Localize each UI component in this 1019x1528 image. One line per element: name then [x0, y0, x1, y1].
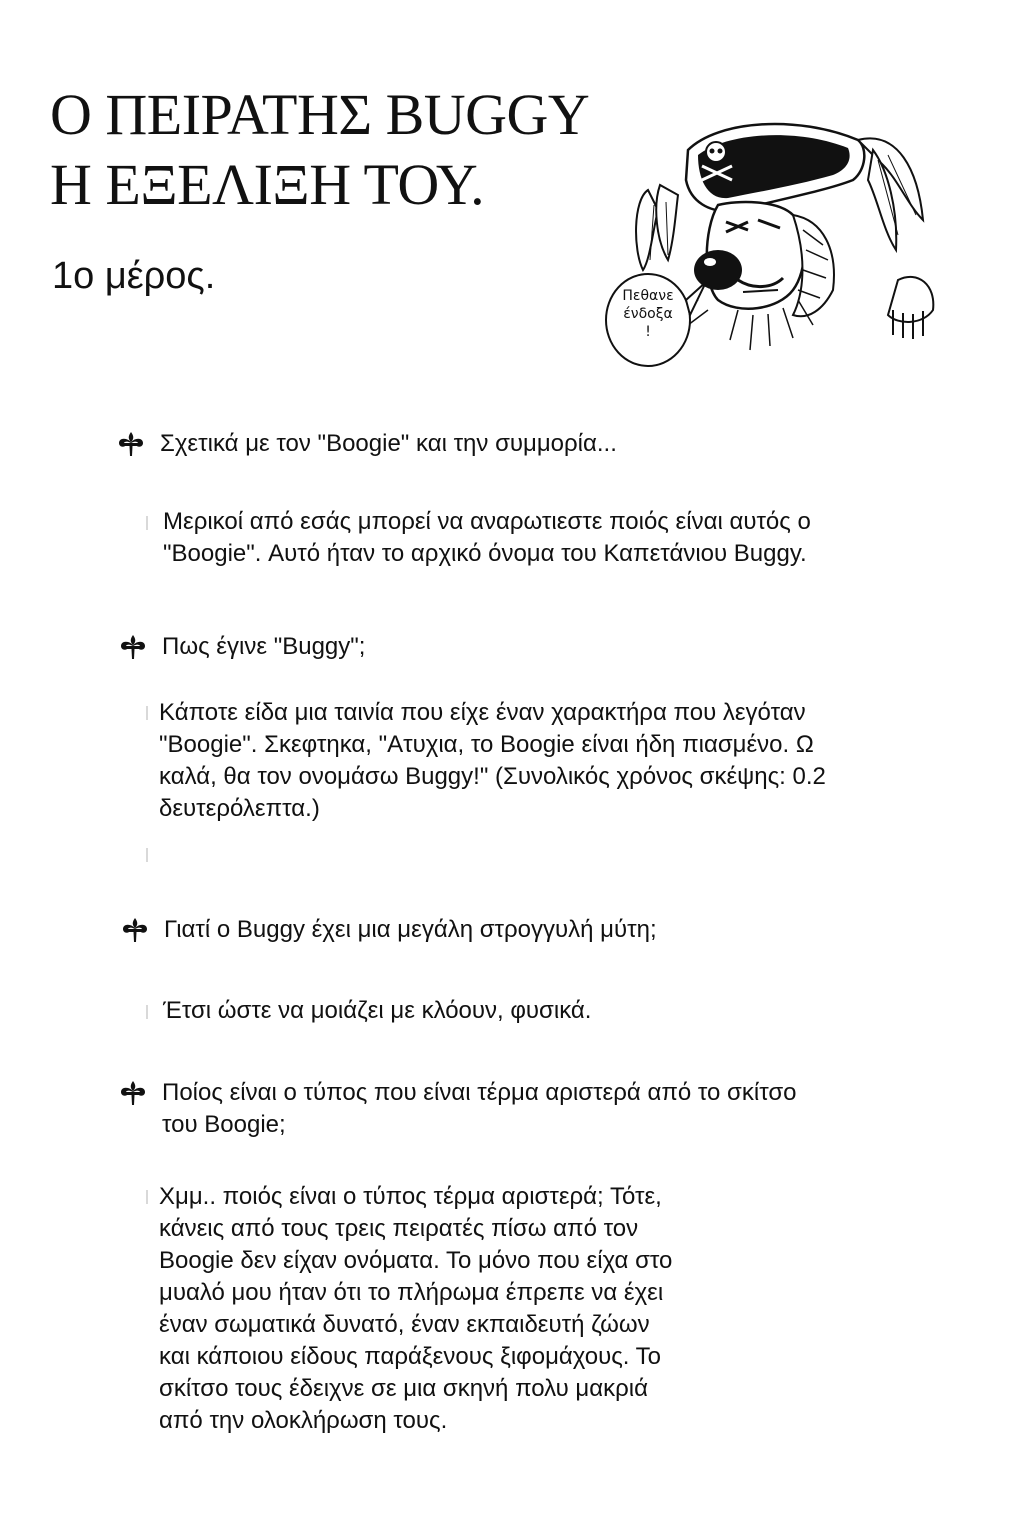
buggy-sketch-illustration — [598, 110, 938, 370]
question-1-text: Σχετικά με τον "Boogie" και την συμμορία... — [160, 430, 617, 457]
answer-2-line-3: καλά, θα τον ονομάσω Buggy!" (Συνολικός χρόνος σκέψης: 0.2 — [159, 763, 826, 790]
answer-4-line-4: μυαλό μου ήταν ότι το πλήρωμα έπρεπε να έχει — [159, 1279, 664, 1306]
page-subtitle: 1ο μέρος. — [52, 255, 216, 297]
answer-2-line-4: δευτερόλεπτα.) — [159, 795, 320, 822]
question-4-text — [162, 1077, 797, 1141]
divider-mark — [146, 516, 148, 530]
answer-1-line-2: "Boogie". Αυτό ήταν το αρχικό όνομα του Καπετάνιου Buggy. — [163, 540, 807, 567]
answer-3 — [163, 995, 591, 1027]
answer-2-line-1: Κάποτε είδα μια ταινία που είχε έναν χαρακτήρα που λεγόταν — [159, 699, 806, 726]
answer-4-line-3: Boogie δεν είχαν ονόματα. Το μόνο που είχα στο — [159, 1247, 673, 1274]
answer-4-line-1: Χμμ.. ποιός είναι ο τύπος τέρμα αριστερά; Τότε, — [159, 1183, 662, 1210]
fleur-de-lis-icon — [118, 1079, 148, 1107]
fleur-de-lis-icon — [120, 916, 150, 944]
divider-mark — [146, 848, 148, 862]
answer-4-line-2: κάνεις από τους τρεις πειρατές πίσω από τον — [159, 1215, 639, 1242]
question-2-text: Πως έγινε "Buggy"; — [162, 633, 366, 660]
answer-4-line-5: έναν σωματικά δυνατό, έναν εκπαιδευτή ζώων — [159, 1311, 650, 1338]
title-line-1: Ο ΠΕΙΡΑΤΗΣ BUGGY — [50, 82, 590, 147]
question-4-line-2: του Boogie; — [162, 1111, 286, 1138]
question-3-text: Γιατί ο Buggy έχει μια μεγάλη στρογγυλή μύτη; — [164, 916, 657, 943]
fleur-de-lis-icon — [118, 633, 148, 661]
answer-2 — [159, 697, 826, 825]
answer-2-line-2: "Boogie". Σκεφτηκα, "Ατυχια, το Boogie είναι ήδη πιασμένο. Ω — [159, 731, 814, 758]
answer-4-line-7: σκίτσο τους έδειχνε σε μια σκηνή πολυ μακριά — [159, 1375, 648, 1402]
divider-mark — [146, 1005, 148, 1019]
speech-bubble-line-3: ! — [645, 324, 651, 340]
answer-1-line-1: Μερικοί από εσάς μπορεί να αναρωτιεστε ποιός είναι αυτός ο — [163, 508, 811, 535]
speech-bubble-line-2: ένδοξα — [623, 306, 673, 322]
answer-1 — [163, 506, 811, 570]
answer-4-line-6: και κάποιου είδους παράξενους ξιφομάχους. Το — [159, 1343, 662, 1370]
divider-mark — [146, 1190, 148, 1204]
answer-4-line-8: από την ολοκλήρωση τους. — [159, 1407, 448, 1434]
title-line-2: Η ΕΞΕΛΙΞΗ ΤΟΥ. — [50, 152, 485, 217]
page-title — [50, 80, 589, 220]
fleur-de-lis-icon — [116, 430, 146, 458]
question-4-line-1: Ποίος είναι ο τύπος που είναι τέρμα αριστερά από το σκίτσο — [162, 1079, 797, 1106]
divider-mark — [146, 706, 148, 720]
answer-3-line-1: Έτσι ώστε να μοιάζει με κλόουν, φυσικά. — [163, 997, 592, 1024]
speech-bubble-line-1: Πεθανε — [622, 288, 674, 304]
answer-4 — [159, 1181, 672, 1437]
